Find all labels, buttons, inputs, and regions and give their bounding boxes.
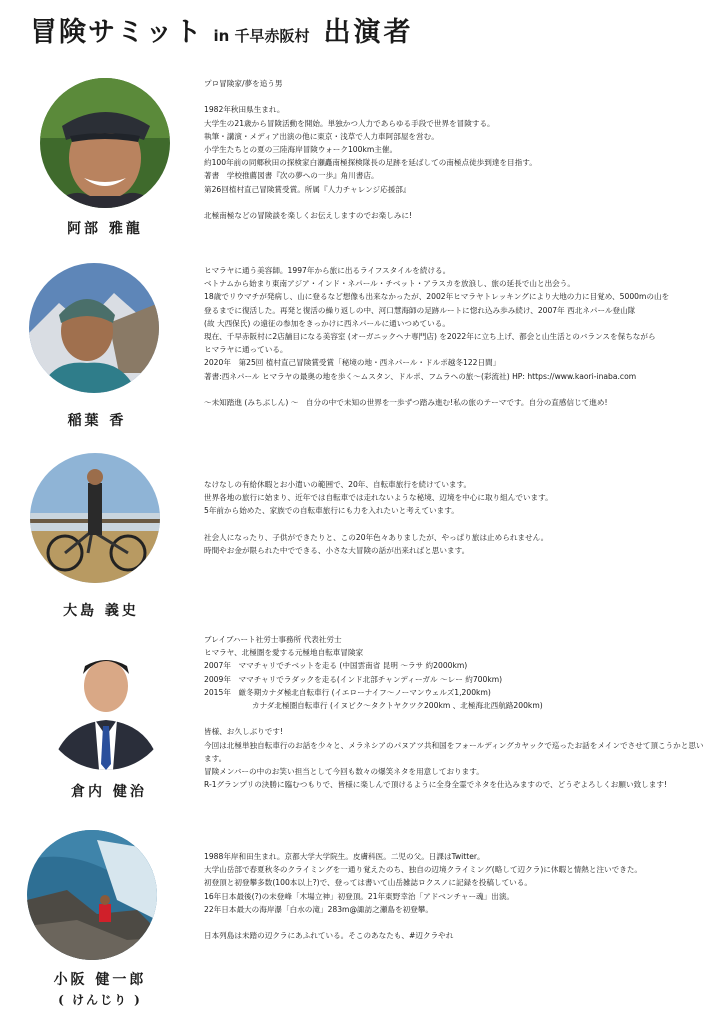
bio-line: プロ冒険家/夢を追う男 [204,79,283,88]
performer-bio-abe [204,77,709,222]
bio-line: 16年日本最後(?)の未登峰「木場立神」初登頂。21年東野幸治「アドベンチャー魂」出演。 [204,891,515,901]
performer-bio-oshima [204,478,709,557]
performer-photo-abe [40,78,170,208]
page-header [30,10,414,56]
performer-name-oshima: 大島 義史 [63,603,139,619]
bio-line: 2020年 第25回 植村直己冒険賞受賞「秘境の地・西ネパール・ドルポ越冬122日間」 [204,358,501,368]
bio-line: 執筆・講演・メディア出演の他に東京・浅草で人力車阿部屋を営む。 [204,131,439,141]
bio-line: 世界各地の旅行に始まり、近年では自転車では走れないような秘境、辺境を中心に取り組んでいます。 [204,493,553,503]
bio-line: 〜未知踏進 (みちぶしん) 〜 自分の中で未知の世界を一歩ずつ踏み進む!私の旅のテーマです。自分の直感信じて進め! [204,398,608,408]
bio-line: 大学生の21歳から冒険活動を開始。単独かつ人力であらゆる手段で世界を冒険する。 [204,118,495,128]
portrait-image [29,263,159,393]
performer-photo-oshima [30,453,160,583]
performer-name-kurauchi: 倉内 健治 [71,784,147,800]
bio-line: 小学生たちとの夏の三陸海岸冒険ウォーク100km主催。 [204,145,398,154]
bio-line: 今回は北極単独自転車行のお話を少々と、メラネシアのパヌアツ共和国をフォールディングカヤックで巡ったお話をメインでさせて頂こうかと思います。 [204,740,704,763]
bio-line: 現在、千早赤阪村に2店舗目になる美容室 (オーガニックヘナ専門店) を2022年に立ち上げ、都会と山生活とのバランスを保ちながら [204,332,656,342]
bio-line: 著書 学校推薦図書『次の夢への一歩』角川書店。 [204,171,379,181]
bio-line: 22年日本最大の海岸瀑「白水の滝」283m@諏訪之瀬島を初登攀。 [204,904,433,914]
bio-line: 第26回植村直己冒険賞受賞。所属『人力チャレンジ応援部』 [204,184,411,194]
history-year: 2015年 [204,687,231,697]
history-text: ママチャリでラダックを走る(インド北部チャンディーガル 〜レー 約700km) [238,674,503,684]
performer-photo-inaba [29,263,159,393]
bio-line: 18歳でリウマチが発病し、山に登るなど想像も出来なかったが、2002年ヒマラヤトレッキングにより大地の力に目覚め、5000mの山を [204,292,670,302]
performer-bio-inaba [204,264,709,409]
bio-line: 著書:西ネパール ヒマラヤの最奥の地を歩く〜ムスタン、ドルポ、フムラへの旅〜(彩流社) HP: https://www.kaori-inaba.com [204,371,637,381]
history-row [204,699,709,712]
bio-line: 皆様、お久しぶりです! [204,727,283,737]
history-row [204,686,709,699]
bio-line: 約100年前の同郷秋田の探検家白瀬矗南極探検隊長の足跡を延ばしての南極点徒歩到達を目指す。 [204,158,537,168]
bio-line: R-1グランプリの決勝に臨むつもりで、皆様に楽しんで頂けるように全身全霊でネタを仕込みますので、どうぞよろしくお願い致します! [204,780,668,790]
history-year: 2007年 [204,661,231,671]
performer-nickname-kosaka: ( けんじり ) [58,993,142,1007]
portrait-image [30,453,160,583]
bio-line: 日本列島は未踏の辺クラにあふれている。そこのあなたも、#辺クラやれ [204,931,454,941]
performer-bio-kurauchi [204,633,709,791]
bio-line: 冒険メンバーの中のお笑い担当として今回も数々の爆笑ネタを用意しております。 [204,767,484,777]
bio-line: なけなしの有給休暇とお小遣いの範囲で、20年、自転車旅行を続けています。 [204,480,472,489]
history-year: 2009年 [204,674,231,684]
page-title-suffix: 出演者 [323,17,414,48]
bio-line: 社会人になったり、子供ができたりと、この20年色々ありましたが、やっぱり旅は止められません。 [204,532,549,542]
portrait-image [27,830,157,960]
bio-line: 北極南極などの冒険談を楽しくお伝えしますのでお楽しみに! [204,211,413,220]
bio-line: ヒマラヤ、北極圏を愛する元極地自転車冒険家 [204,648,364,658]
bio-line: ヒマラヤに通っている。 [204,345,288,355]
bio-line: ヒマラヤに通う美容師。1997年から旅に出るライフスタイルを続ける。 [204,266,451,275]
portrait-image [41,640,171,770]
history-row [204,673,709,686]
bio-line: ベトナムから始まり東南アジア・インド・ネパール・チベット・アラスカを放浪し、旅の延長で山と出会う。 [204,279,575,289]
history-text: ママチャリでチベットを走る (中国雲南省 昆明 〜ラサ 約2000km) [238,661,468,671]
history-row [204,659,709,672]
performer-name-abe: 阿部 雅龍 [67,221,143,237]
performer-name-kosaka: 小阪 健一郎 ( けんじり ) [20,969,180,1008]
page-title: 冒険サミット [30,17,204,48]
performer-bio-kosaka [204,850,709,942]
portrait-image [40,78,170,208]
history-text: カナダ北極圏自転車行 (イヌビク〜タクトヤクツク200km 、北極海北西航路200km) [252,701,543,711]
bio-line: 1982年秋田県生まれ。 [204,105,285,115]
bio-line: 登るまでに復活した。再発と復活の繰り返しの中、河口慧海師の足跡ルートに惚れ込み歩み続け、2007年 西北ネパール登山隊 [204,305,636,315]
bio-line: 時間やお金が限られた中でできる、小さな大冒険の話が出来ればと思います。 [204,546,470,555]
page-subtitle-location: in 千早赤阪村 [213,27,310,45]
history-text: 厳冬期カナダ極北自転車行 (イエローナイフ〜ノーマンウェルズ1,200km) [238,687,491,697]
bio-line: (故 大西保氏) の遠征の参加をきっかけに西ネパールに通いつめている。 [204,318,450,328]
bio-line: 初登頂と初登攀多数(100本以上?)で、登っては書いて山岳雑誌ロクスノに記録を投稿している。 [204,878,532,888]
bio-line: 5年前から始めた、家族での自転車旅行にも力を入れたいと考えています。 [204,506,459,516]
performer-photo-kosaka [27,830,157,960]
bio-line: 大学山岳部で春夏秋冬のクライミングを一通り覚えたのち、独自の辺境クライミング(略して辺クラ)に休暇と情熱と注いできた。 [204,865,643,875]
performer-photo-kurauchi [41,640,171,770]
bio-line: 1988年岸和田生まれ。京都大学大学院生。皮膚科医。二児の父。日課はTwitter。 [204,852,485,861]
bio-line: ブレイブハート社労士事務所 代表社労士 [204,635,342,644]
performer-name-inaba: 稲葉 香 [67,413,127,429]
